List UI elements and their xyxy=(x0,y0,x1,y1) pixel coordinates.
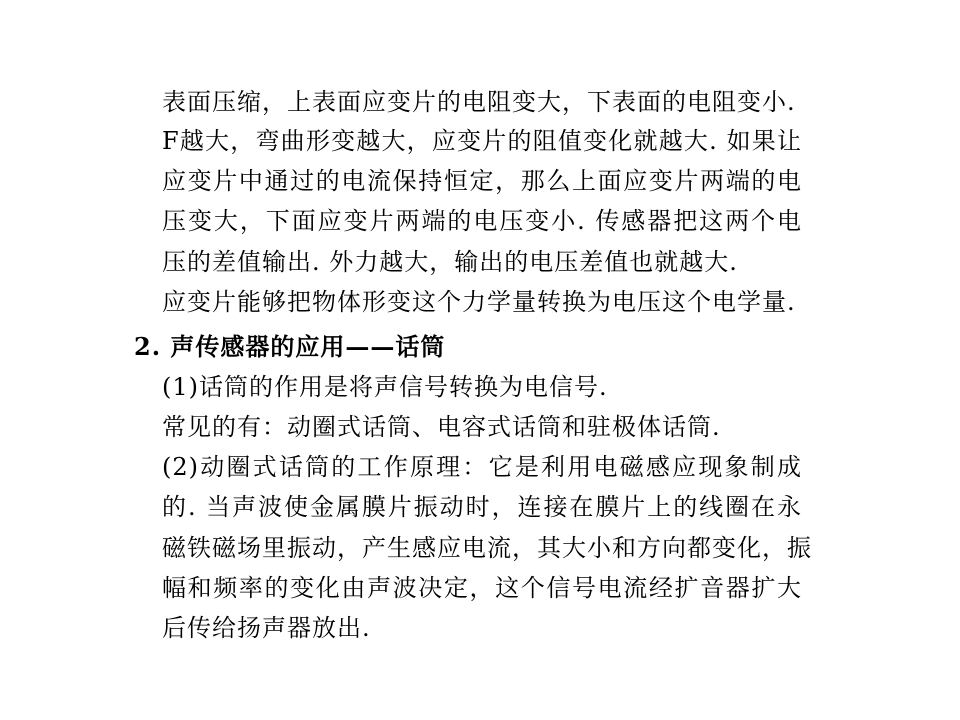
paragraph-line: 压的差值输出. 外力越大，输出的电压差值也就越大. xyxy=(162,248,738,276)
paragraph-line: 应变片中通过的电流保持恒定，那么上面应变片两端的电 xyxy=(162,167,802,195)
paragraph-line: 应变片能够把物体形变这个力学量转换为电压这个电学量. xyxy=(162,288,796,316)
paragraph-line: 后传给扬声器放出. xyxy=(162,614,371,642)
list-item: (1)话筒的作用是将声信号转换为电信号. xyxy=(162,373,608,401)
paragraph-line: 磁铁磁场里振动，产生感应电流，其大小和方向都变化，振 xyxy=(162,534,812,562)
paragraph-line: 表面压缩，上表面应变片的电阻变大，下表面的电阻变小. xyxy=(162,88,796,116)
paragraph-line: F越大，弯曲形变越大，应变片的阻值变化就越大. 如果让 xyxy=(162,127,802,155)
paragraph-line: 压变大，下面应变片两端的电压变小. 传感器把这两个电 xyxy=(162,207,802,235)
paragraph-line: (2)动圈式话筒的工作原理：它是利用电磁感应现象制成 xyxy=(162,453,802,481)
section-heading: 2. 声传感器的应用——话筒 xyxy=(134,332,446,361)
paragraph-line: 幅和频率的变化由声波决定，这个信号电流经扩音器扩大 xyxy=(162,574,802,602)
paragraph-line: 的. 当声波使金属膜片振动时，连接在膜片上的线圈在永 xyxy=(162,493,802,521)
list-item: 常见的有：动圈式话筒、电容式话筒和驻极体话筒. xyxy=(162,413,721,441)
